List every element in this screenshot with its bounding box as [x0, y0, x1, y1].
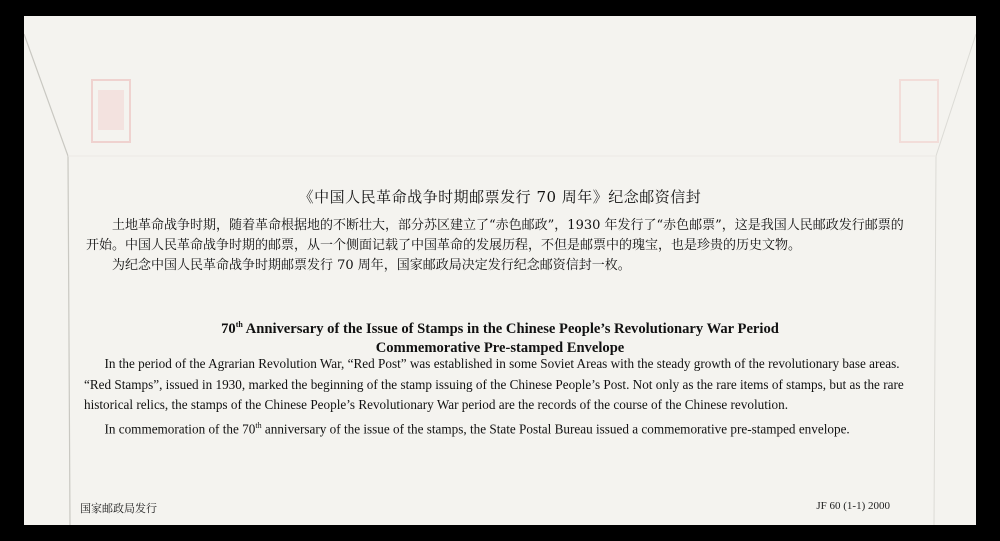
english-title: [24, 315, 976, 358]
serial-number: JF 60 (1-1) 2000: [816, 500, 890, 512]
envelope-back: [24, 16, 976, 525]
english-description: [84, 354, 906, 439]
english-paragraph-1: In the period of the Agrarian Revolution War, “Red Post” was established in some Soviet Areas with the steady growth of the revolutionary base areas. “Red Stamps”, issued in 1930, marked the beginning of the stamp issuing of the Chinese People’s Post. Not only as the rare items of stamps, but as the rare historical relics, the stamps of the Chinese People’s Revolutionary War period are the records of the course of the Chinese revolution.: [84, 356, 904, 412]
chinese-paragraph-2: 为纪念中国人民革命战争时期邮票发行 70 周年，国家邮政局决定发行纪念邮资信封一枚。: [112, 258, 631, 273]
english-title-line-2: Commemorative Pre-stamped Envelope: [375, 339, 625, 356]
english-title-rest: Anniversary of the Issue of Stamps in the Chinese People’s Revolutionary War Period: [242, 320, 779, 337]
english-title-number: 70: [221, 320, 236, 337]
chinese-description: [86, 216, 906, 276]
chinese-title: 《中国人民革命战争时期邮票发行 70 周年》纪念邮资信封: [298, 188, 702, 206]
red-stamp-bleed-left: [88, 76, 134, 146]
english-title-line-1: [24, 315, 976, 339]
english-paragraph-2: In commemoration of the 70th anniversary of the issue of the stamps, the State Postal Bureau issued a commemorative pre-stamped envelope.: [104, 420, 850, 436]
english-title-ordinal: th: [235, 320, 243, 329]
red-stamp-bleed-right: [896, 76, 942, 146]
chinese-paragraph-1: 土地革命战争时期，随着革命根据地的不断壮大，部分苏区建立了“赤色邮政”，1930 年发行了“赤色邮票”，这是我国人民邮政发行邮票的开始。中国人民革命战争时期的邮票，从一个侧面记载了中国革命的发展历程，不但是邮票中的瑰宝，也是珍贵的历史文物。: [86, 218, 904, 253]
publisher-label: 国家邮政局发行: [80, 502, 157, 515]
